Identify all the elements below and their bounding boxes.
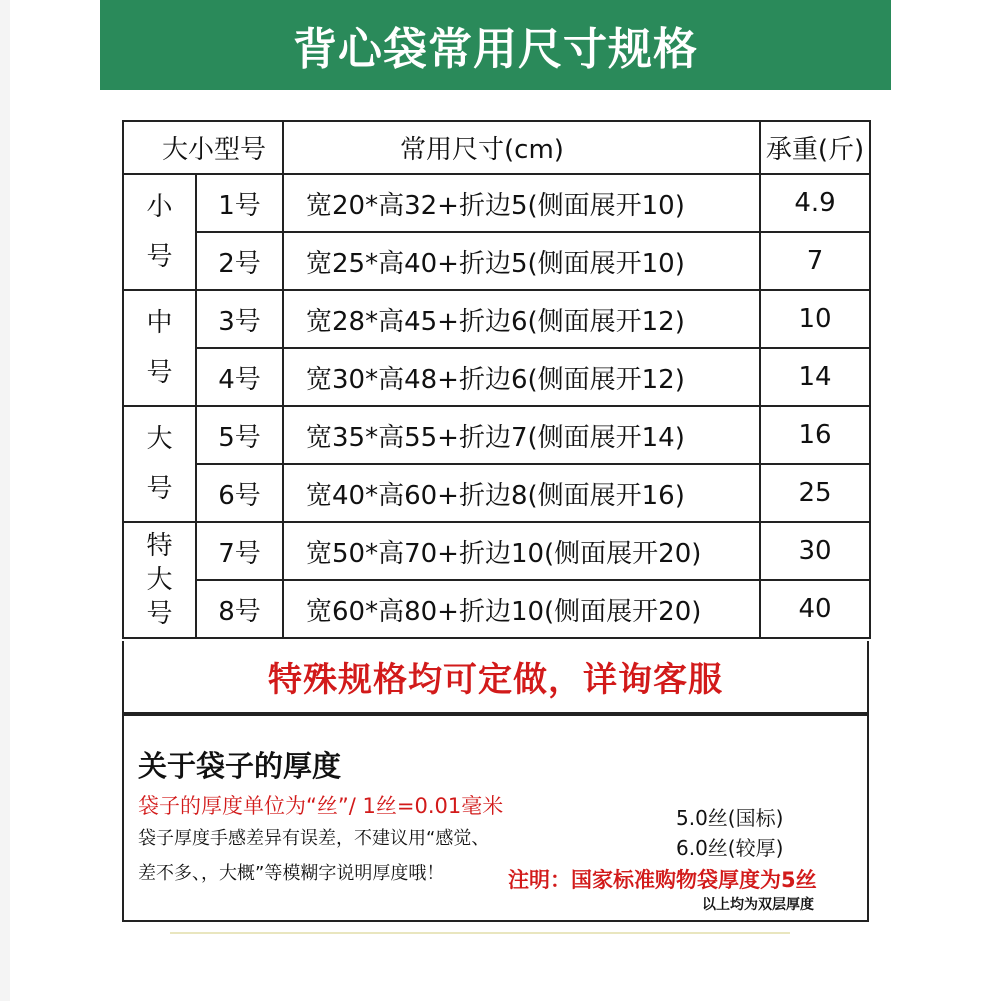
table-row xyxy=(123,522,870,580)
group-medium xyxy=(123,290,196,406)
group-large-label: 大 号 xyxy=(146,424,173,504)
size-cell: 宽28*高45+折边6(侧面展开12) xyxy=(283,290,760,348)
size-cell: 宽60*高80+折边10(侧面展开20) xyxy=(283,580,760,638)
load-cell: 7 xyxy=(760,232,870,290)
model-cell: 3号 xyxy=(196,290,283,348)
thickness-spec-thick: 6.0丝(较厚) xyxy=(676,836,784,860)
table-row xyxy=(123,232,870,290)
table-header-row xyxy=(123,121,870,174)
size-cell: 宽50*高70+折边10(侧面展开20) xyxy=(283,522,760,580)
thickness-desc-line1: 袋子厚度手感差异有误差，不建议用“感觉、 xyxy=(138,828,490,849)
model-cell: 8号 xyxy=(196,580,283,638)
model-cell: 1号 xyxy=(196,174,283,232)
table-row xyxy=(123,174,870,232)
thickness-standard-note: 注明：国家标准购物袋厚度为5丝 xyxy=(508,868,817,892)
page-title: 背心袋常用尺寸规格 xyxy=(293,24,698,75)
table-row xyxy=(123,348,870,406)
header-load: 承重(斤) xyxy=(760,121,870,174)
load-cell: 16 xyxy=(760,406,870,464)
size-cell: 宽25*高40+折边5(侧面展开10) xyxy=(283,232,760,290)
size-spec-table xyxy=(122,120,871,639)
thickness-spec-standard: 5.0丝(国标) xyxy=(676,806,784,830)
custom-notice-text: 特殊规格均可定做，详询客服 xyxy=(268,660,723,700)
left-edge-strip xyxy=(0,0,10,1001)
model-cell: 4号 xyxy=(196,348,283,406)
size-cell: 宽35*高55+折边7(侧面展开14) xyxy=(283,406,760,464)
thickness-footnote: 以上均为双层厚度 xyxy=(702,897,814,913)
load-cell: 4.9 xyxy=(760,174,870,232)
table-row xyxy=(123,464,870,522)
thickness-title: 关于袋子的厚度 xyxy=(138,749,342,783)
size-cell: 宽30*高48+折边6(侧面展开12) xyxy=(283,348,760,406)
table-row xyxy=(123,580,870,638)
page-title-banner xyxy=(100,0,891,90)
group-medium-label: 中 号 xyxy=(146,308,173,388)
bottom-divider xyxy=(170,932,790,934)
load-cell: 25 xyxy=(760,464,870,522)
load-cell: 40 xyxy=(760,580,870,638)
custom-notice xyxy=(122,641,869,714)
thickness-unit-text: 袋子的厚度单位为“丝”/ 1丝=0.01毫米 xyxy=(138,794,504,818)
size-cell: 宽40*高60+折边8(侧面展开16) xyxy=(283,464,760,522)
thickness-section xyxy=(122,714,869,922)
load-cell: 10 xyxy=(760,290,870,348)
size-cell: 宽20*高32+折边5(侧面展开10) xyxy=(283,174,760,232)
header-model: 大小型号 xyxy=(123,121,283,174)
model-cell: 6号 xyxy=(196,464,283,522)
table-row xyxy=(123,406,870,464)
group-extra-large xyxy=(123,522,196,638)
model-cell: 7号 xyxy=(196,522,283,580)
header-size: 常用尺寸(cm) xyxy=(283,121,760,174)
model-cell: 2号 xyxy=(196,232,283,290)
group-extra-large-label: 特 大 号 xyxy=(146,531,173,629)
model-cell: 5号 xyxy=(196,406,283,464)
group-small-label: 小 号 xyxy=(146,192,173,272)
group-large xyxy=(123,406,196,522)
thickness-desc-line2: 差不多、，大概”等模糊字说明厚度哦！ xyxy=(138,863,445,884)
group-small xyxy=(123,174,196,290)
load-cell: 30 xyxy=(760,522,870,580)
load-cell: 14 xyxy=(760,348,870,406)
table-row xyxy=(123,290,870,348)
